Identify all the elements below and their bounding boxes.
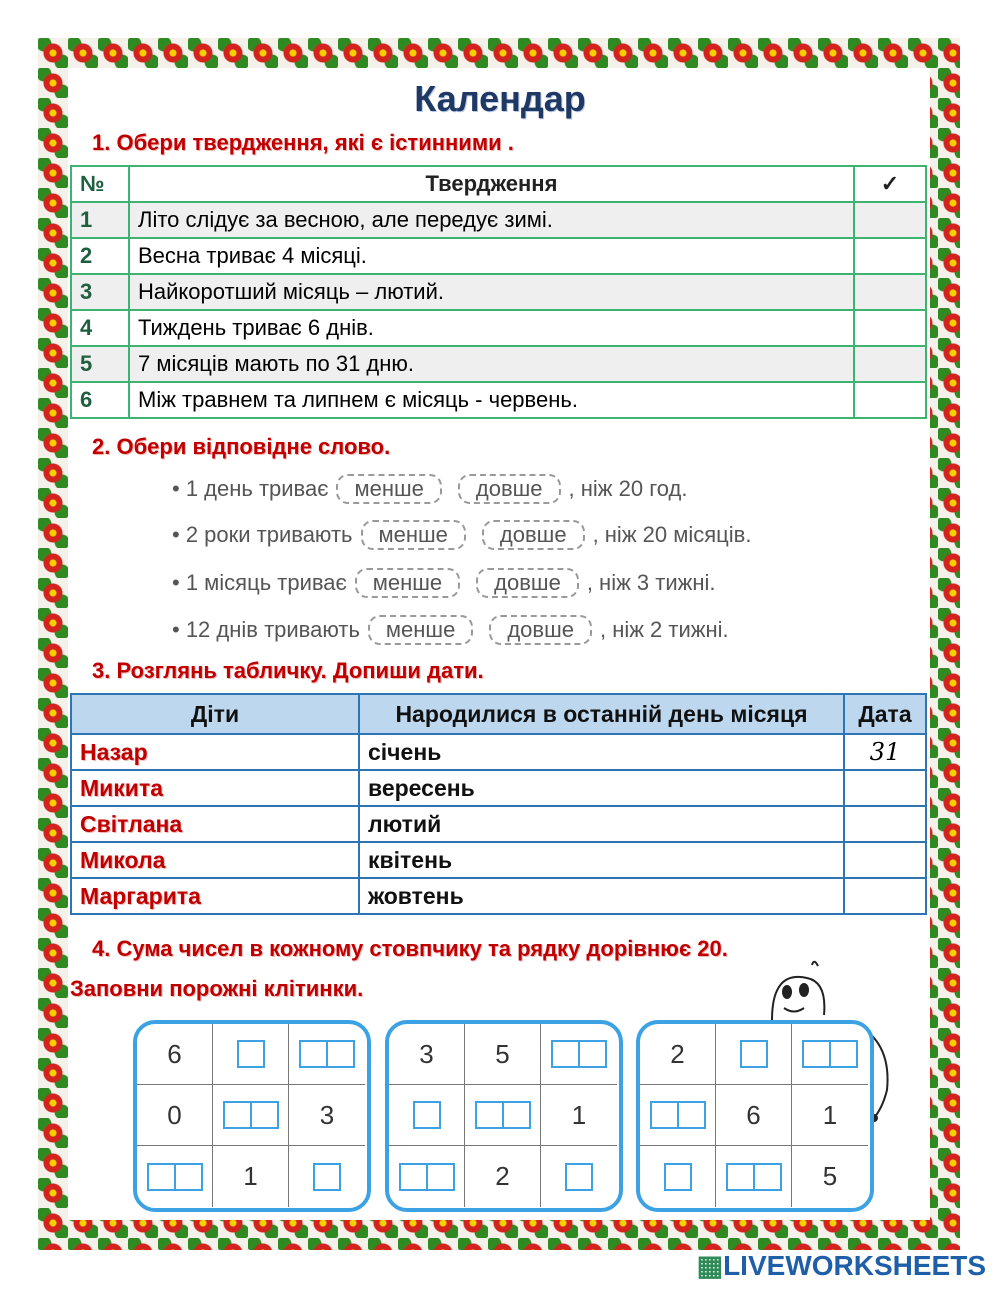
answer-box-two-digit[interactable] (802, 1040, 858, 1068)
task4-heading: 4. Сума чисел в кожному стовпчику та рядку дорівнює 20. (92, 936, 728, 961)
line-text: , ніж 20 місяців. (592, 522, 752, 547)
grid-cell[interactable] (213, 1085, 289, 1146)
col-statement: Твердження (129, 166, 854, 202)
table-header-row (71, 694, 926, 734)
option-longer[interactable]: довше (476, 568, 579, 598)
option-less[interactable]: менше (368, 615, 473, 645)
month-name: жовтень (359, 878, 844, 914)
date-input[interactable] (844, 806, 926, 842)
col-check: ✓ (854, 166, 926, 202)
grid-cell[interactable] (289, 1024, 365, 1085)
task3-heading: 3. Розглянь табличку. Допиши дати. (92, 658, 484, 683)
answer-box-two-digit[interactable] (551, 1040, 607, 1068)
answer-box-one-digit[interactable] (237, 1040, 265, 1068)
option-longer[interactable]: довше (489, 615, 592, 645)
line-text: • 1 день триває (172, 476, 329, 501)
answer-box-one-digit[interactable] (313, 1163, 341, 1191)
table-row (71, 878, 926, 914)
grid-cell: 2 (465, 1146, 541, 1207)
check-cell[interactable] (854, 382, 926, 418)
date-input[interactable]: 31 (844, 734, 926, 770)
table-header-row (71, 166, 926, 202)
kid-name: Назар (71, 734, 359, 770)
option-longer[interactable]: довше (482, 520, 585, 550)
grid-cell: 1 (541, 1085, 617, 1146)
month-name: вересень (359, 770, 844, 806)
row-number: 1 (71, 202, 129, 238)
grid-cell: 2 (640, 1024, 716, 1085)
grid-cell[interactable] (289, 1146, 365, 1207)
task2-heading: 2. Обери відповідне слово. (92, 434, 391, 459)
line-text: • 1 місяць триває (172, 570, 347, 595)
statement-text: Тиждень триває 6 днів. (129, 310, 854, 346)
line-text: , ніж 2 тижні. (599, 617, 729, 642)
option-less[interactable]: менше (361, 520, 466, 550)
choice-line (172, 568, 716, 598)
check-cell[interactable] (854, 346, 926, 382)
month-name: січень (359, 734, 844, 770)
table-row (71, 382, 926, 418)
grid-cell[interactable] (389, 1085, 465, 1146)
table-row (71, 238, 926, 274)
page-title: Календар (414, 78, 586, 119)
grid-cell[interactable] (640, 1146, 716, 1207)
table-row (71, 310, 926, 346)
grid-cell: 1 (792, 1085, 868, 1146)
answer-box-two-digit[interactable] (475, 1101, 531, 1129)
row-number: 5 (71, 346, 129, 382)
col-month: Народилися в останній день місяця (359, 694, 844, 734)
watermark-text: LIVEWORKSHEETS (723, 1250, 986, 1281)
date-input[interactable] (844, 770, 926, 806)
grid-cell: 5 (465, 1024, 541, 1085)
grid-cell: 1 (213, 1146, 289, 1207)
grid-cell[interactable] (716, 1146, 792, 1207)
kid-name: Маргарита (71, 878, 359, 914)
answer-box-one-digit[interactable] (664, 1163, 692, 1191)
number-grid-2 (385, 1020, 623, 1212)
statement-text: 7 місяців мають по 31 дню. (129, 346, 854, 382)
table-row (71, 806, 926, 842)
grid-cell[interactable] (389, 1146, 465, 1207)
table-row (71, 770, 926, 806)
col-date: Дата (844, 694, 926, 734)
statement-text: Весна триває 4 місяці. (129, 238, 854, 274)
grid-cell[interactable] (541, 1146, 617, 1207)
answer-box-two-digit[interactable] (399, 1163, 455, 1191)
grid-cell[interactable] (137, 1146, 213, 1207)
answer-box-two-digit[interactable] (299, 1040, 355, 1068)
answer-box-one-digit[interactable] (565, 1163, 593, 1191)
date-input[interactable] (844, 842, 926, 878)
table-row (71, 734, 926, 770)
table-row (71, 274, 926, 310)
row-number: 3 (71, 274, 129, 310)
grid-cell: 0 (137, 1085, 213, 1146)
grid-cell[interactable] (640, 1085, 716, 1146)
line-text: , ніж 3 тижні. (586, 570, 716, 595)
grid-cell: 6 (137, 1024, 213, 1085)
grid-cell[interactable] (213, 1024, 289, 1085)
answer-box-two-digit[interactable] (147, 1163, 203, 1191)
row-number: 4 (71, 310, 129, 346)
grid-cell: 6 (716, 1085, 792, 1146)
number-grid-1 (133, 1020, 371, 1212)
answer-box-one-digit[interactable] (740, 1040, 768, 1068)
statement-text: Найкоротший місяць – лютий. (129, 274, 854, 310)
answer-box-two-digit[interactable] (650, 1101, 706, 1129)
line-text: • 12 днів тривають (172, 617, 360, 642)
option-less[interactable]: менше (336, 474, 441, 504)
kid-name: Микола (71, 842, 359, 878)
col-kids: Діти (71, 694, 359, 734)
birthdays-table (70, 693, 927, 915)
table-row (71, 202, 926, 238)
table-row (71, 346, 926, 382)
number-grid-3 (636, 1020, 874, 1212)
grid-cell: 3 (389, 1024, 465, 1085)
answer-box-two-digit[interactable] (223, 1101, 279, 1129)
option-longer[interactable]: довше (458, 474, 561, 504)
grid-cell: 5 (822, 1161, 838, 1191)
choice-line (172, 474, 687, 504)
check-cell[interactable] (854, 238, 926, 274)
grid-cell[interactable] (541, 1024, 617, 1085)
grid-cell: 3 (289, 1085, 365, 1146)
statements-table (70, 165, 927, 419)
answer-box-two-digit[interactable] (726, 1163, 782, 1191)
grid-cell[interactable] (792, 1024, 868, 1085)
month-name: лютий (359, 806, 844, 842)
check-cell[interactable] (854, 310, 926, 346)
choice-line (172, 615, 729, 645)
check-cell[interactable] (854, 274, 926, 310)
table-row (71, 842, 926, 878)
row-number: 6 (71, 382, 129, 418)
answer-box-one-digit[interactable] (413, 1101, 441, 1129)
option-less[interactable]: менше (355, 568, 460, 598)
month-name: квітень (359, 842, 844, 878)
line-text: • 2 роки тривають (172, 522, 353, 547)
kid-name: Микита (71, 770, 359, 806)
liveworksheets-logo: ▦LIVEWORKSHEETS (696, 1250, 986, 1281)
task4-subheading: Заповни порожні клітинки. (70, 976, 364, 1001)
date-input[interactable] (844, 878, 926, 914)
grid-cell[interactable] (716, 1024, 792, 1085)
statement-text: Між травнем та липнем є місяць - червень. (129, 382, 854, 418)
check-cell[interactable] (854, 202, 926, 238)
row-number: 2 (71, 238, 129, 274)
choice-line (172, 520, 751, 550)
kid-name: Світлана (71, 806, 359, 842)
task1-heading: 1. Обери твердження, які є істинними . (92, 130, 514, 155)
grid-cell[interactable] (465, 1085, 541, 1146)
statement-text: Літо слідує за весною, але передує зимі. (129, 202, 854, 238)
line-text: , ніж 20 год. (568, 476, 688, 501)
col-number: № (71, 166, 129, 202)
